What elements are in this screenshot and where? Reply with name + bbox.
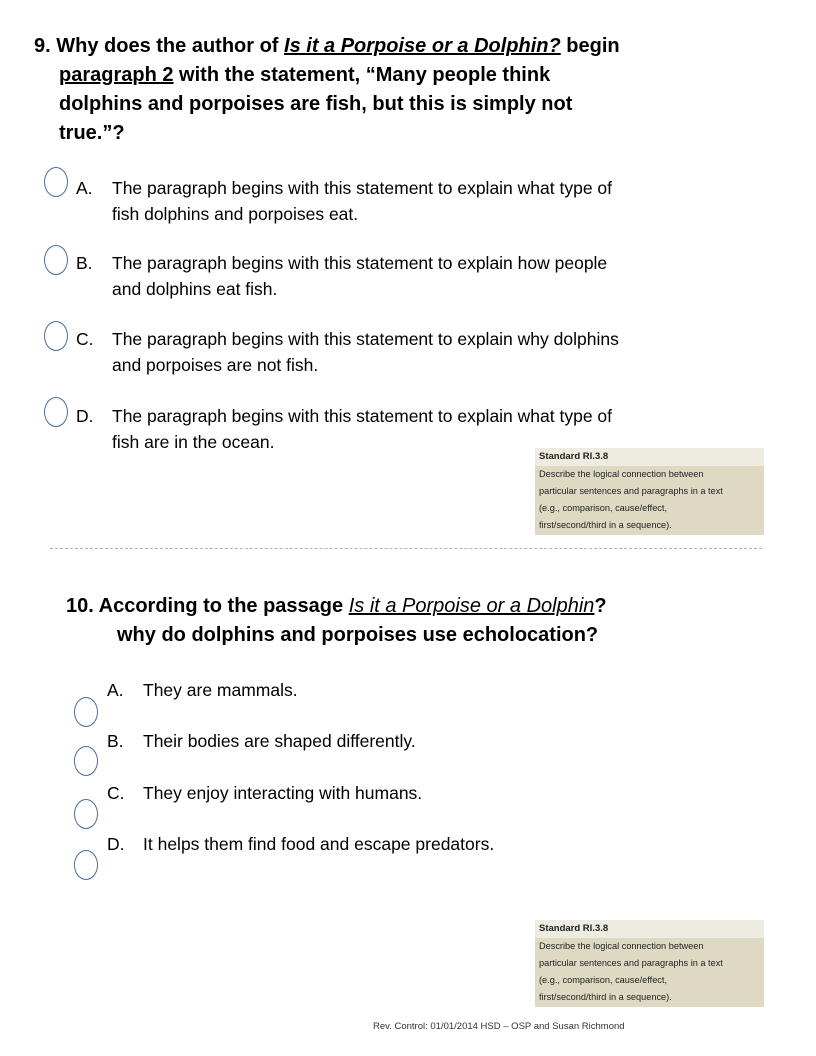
standard-line: Describe the logical connection between — [539, 941, 704, 951]
question-number: 9. — [34, 35, 51, 57]
option-text: They are mammals. — [143, 680, 298, 700]
standard-line: first/second/third in a sequence). — [539, 520, 672, 530]
option-letter: C. — [76, 329, 94, 349]
option-line: The paragraph begins with this statement to explain what type of — [112, 178, 613, 198]
option-text — [112, 250, 742, 302]
standard-line: (e.g., comparison, cause/effect, — [539, 975, 668, 985]
standard-line: particular sentences and paragraphs in a text — [539, 486, 723, 496]
option-line: The paragraph begins with this statement to explain why dolphins — [112, 329, 619, 349]
passage-title: Is it a Porpoise or a Dolphin — [348, 595, 595, 617]
question-number: 10. — [66, 595, 94, 617]
question-9-prompt — [34, 32, 774, 148]
question-text: begin — [566, 35, 620, 57]
option-10c — [107, 780, 707, 806]
option-line: The paragraph begins with this statement to explain how people — [112, 253, 608, 273]
question-text: with the statement, “Many people think — [179, 64, 551, 86]
standard-line: particular sentences and paragraphs in a text — [539, 958, 723, 968]
option-letter: B. — [76, 253, 93, 273]
revision-footer: Rev. Control: 01/01/2014 HSD – OSP and Susan Richmond — [373, 1021, 625, 1032]
question-lead: According to the passage — [98, 595, 344, 617]
answer-bubble-9b[interactable] — [44, 245, 68, 275]
option-10d — [107, 831, 707, 857]
option-line: and porpoises are not fish. — [112, 355, 319, 375]
option-text — [112, 175, 742, 227]
option-line: fish are in the ocean. — [112, 432, 275, 452]
option-letter: A. — [107, 680, 124, 700]
option-10a — [107, 677, 707, 703]
option-text: Their bodies are shaped differently. — [143, 731, 416, 751]
option-10b — [107, 728, 707, 754]
option-line: fish dolphins and porpoises eat. — [112, 204, 359, 224]
question-10-prompt — [66, 592, 786, 650]
option-letter: D. — [76, 406, 94, 426]
standard-description — [535, 466, 764, 535]
section-divider — [50, 548, 762, 549]
question-text: ? — [594, 595, 607, 617]
standard-description — [535, 938, 764, 1007]
option-letter: B. — [107, 731, 124, 751]
option-line: and dolphins eat fish. — [112, 279, 278, 299]
standard-title: Standard RI.3.8 — [535, 448, 764, 466]
option-line: The paragraph begins with this statement to explain what type of — [112, 406, 613, 426]
question-lead: Why does the author of — [56, 35, 279, 57]
option-9b — [76, 250, 756, 302]
option-letter: C. — [107, 783, 125, 803]
question-9-line-4: true.”? — [59, 122, 125, 144]
option-letter: A. — [76, 178, 93, 198]
question-9-line-3: dolphins and porpoises are fish, but this is simply not — [59, 93, 573, 115]
answer-bubble-10c[interactable] — [74, 799, 98, 829]
answer-bubble-10a[interactable] — [74, 697, 98, 727]
option-text — [112, 326, 742, 378]
answer-bubble-9a[interactable] — [44, 167, 68, 197]
standard-box-q9 — [535, 448, 764, 535]
option-text: It helps them find food and escape predators. — [143, 834, 495, 854]
option-9c — [76, 326, 756, 378]
standard-line: (e.g., comparison, cause/effect, — [539, 503, 668, 513]
option-text: They enjoy interacting with humans. — [143, 783, 423, 803]
answer-bubble-9c[interactable] — [44, 321, 68, 351]
paragraph-reference: paragraph 2 — [59, 64, 174, 86]
answer-bubble-10d[interactable] — [74, 850, 98, 880]
option-letter: D. — [107, 834, 125, 854]
question-10-line-1 — [66, 592, 786, 621]
answer-bubble-9d[interactable] — [44, 397, 68, 427]
standard-title: Standard RI.3.8 — [535, 920, 764, 938]
standard-line: Describe the logical connection between — [539, 469, 704, 479]
standard-box-q10 — [535, 920, 764, 1007]
passage-title: Is it a Porpoise or a Dolphin? — [284, 35, 561, 57]
question-9-line-1 — [34, 32, 774, 61]
standard-line: first/second/third in a sequence). — [539, 992, 672, 1002]
question-9-line-2 — [34, 61, 774, 90]
answer-bubble-10b[interactable] — [74, 746, 98, 776]
option-9a — [76, 175, 756, 227]
question-10-line-2: why do dolphins and porpoises use echolocation? — [117, 624, 599, 646]
